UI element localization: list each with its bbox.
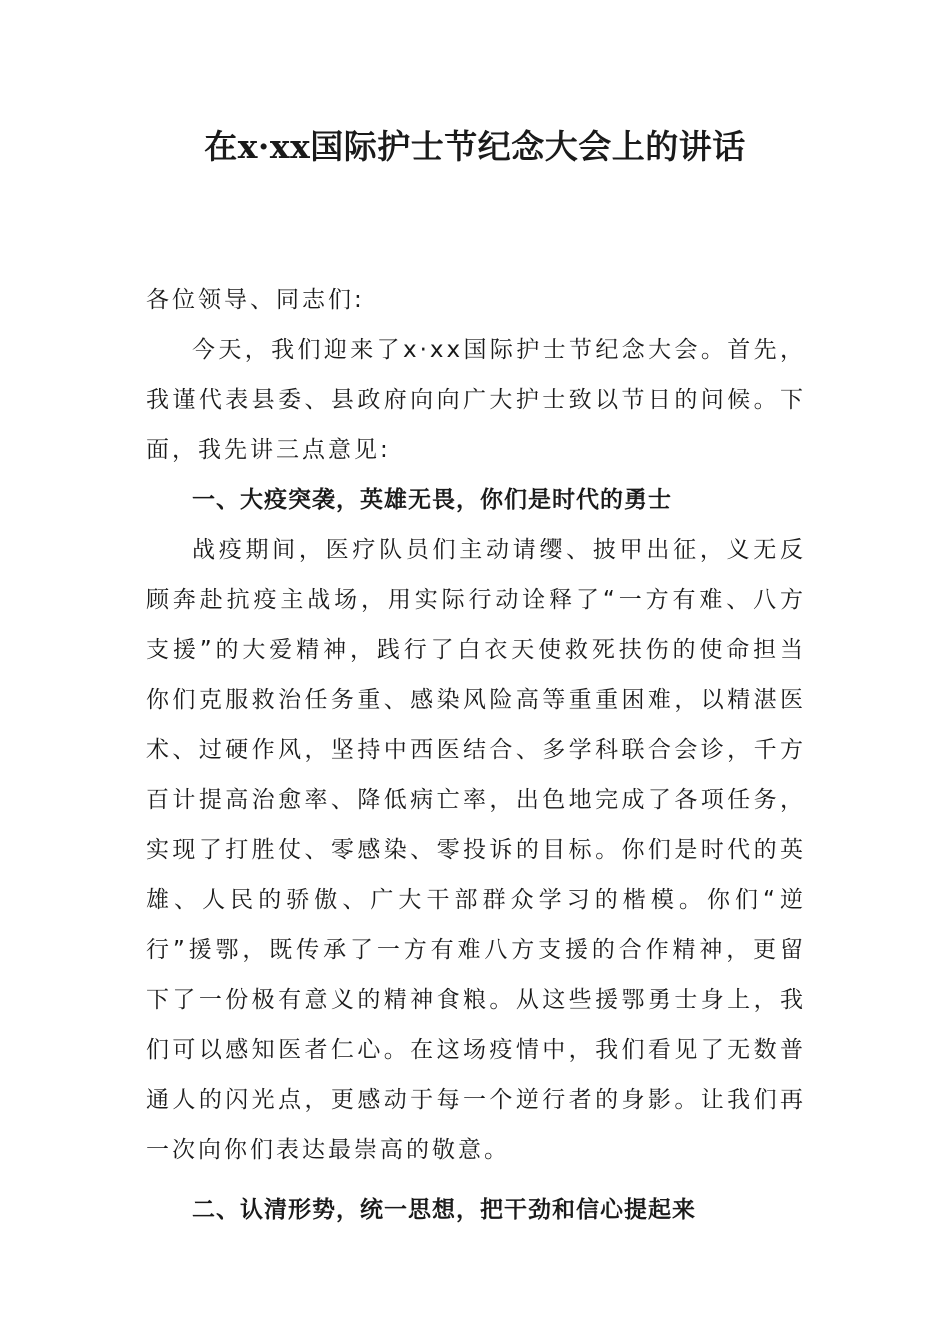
salutation: 各位领导、同志们: <box>146 287 365 313</box>
section-1-paragraph: 战疫期间，医疗队员们主动请缨、披甲出征，义无反顾奔赴抗疫主战场，用实际行动诠释了“一方有难、八方支援”的大爱精神，践行了白衣天使救死扶伤的使命担当你们克服救治任务重、感染风险高等重重困难，以精湛医术、过硬作风，坚持中西医结合、多学科联合会诊，千方百计提高治愈率、降低病亡率，出色地完成了各项任务，实现了打胜仗、零感染、零投诉的目标。你们是时代的英雄、人民的骄傲、广大干部群众学习的楷模。你们“逆行”援鄂，既传承了一方有难八方支援的合作精神，更留下了一份极有意义的精神食粮。从这些援鄂勇士身上，我们可以感知医者仁心。在这场疫情中，我们看见了无数普通人的闪光点，更感动于每一个逆行者的身影。让我们再一次向你们表达最崇高的敬意。 <box>146 537 806 1163</box>
document-body <box>146 275 806 1235</box>
intro-paragraph: 今天，我们迎来了x·xx国际护士节纪念大会。首先，我谨代表县委、县政府向向广大护士致以节日的问候。下面，我先讲三点意见: <box>146 337 806 463</box>
section-1-heading: 一、大疫突袭，英雄无畏，你们是时代的勇士 <box>192 487 672 513</box>
document-title: 在x·xx国际护士节纪念大会上的讲话 <box>204 127 746 166</box>
section-spacer <box>146 1175 806 1185</box>
section-2-heading: 二、认清形势，统一思想，把干劲和信心提起来 <box>192 1197 696 1223</box>
